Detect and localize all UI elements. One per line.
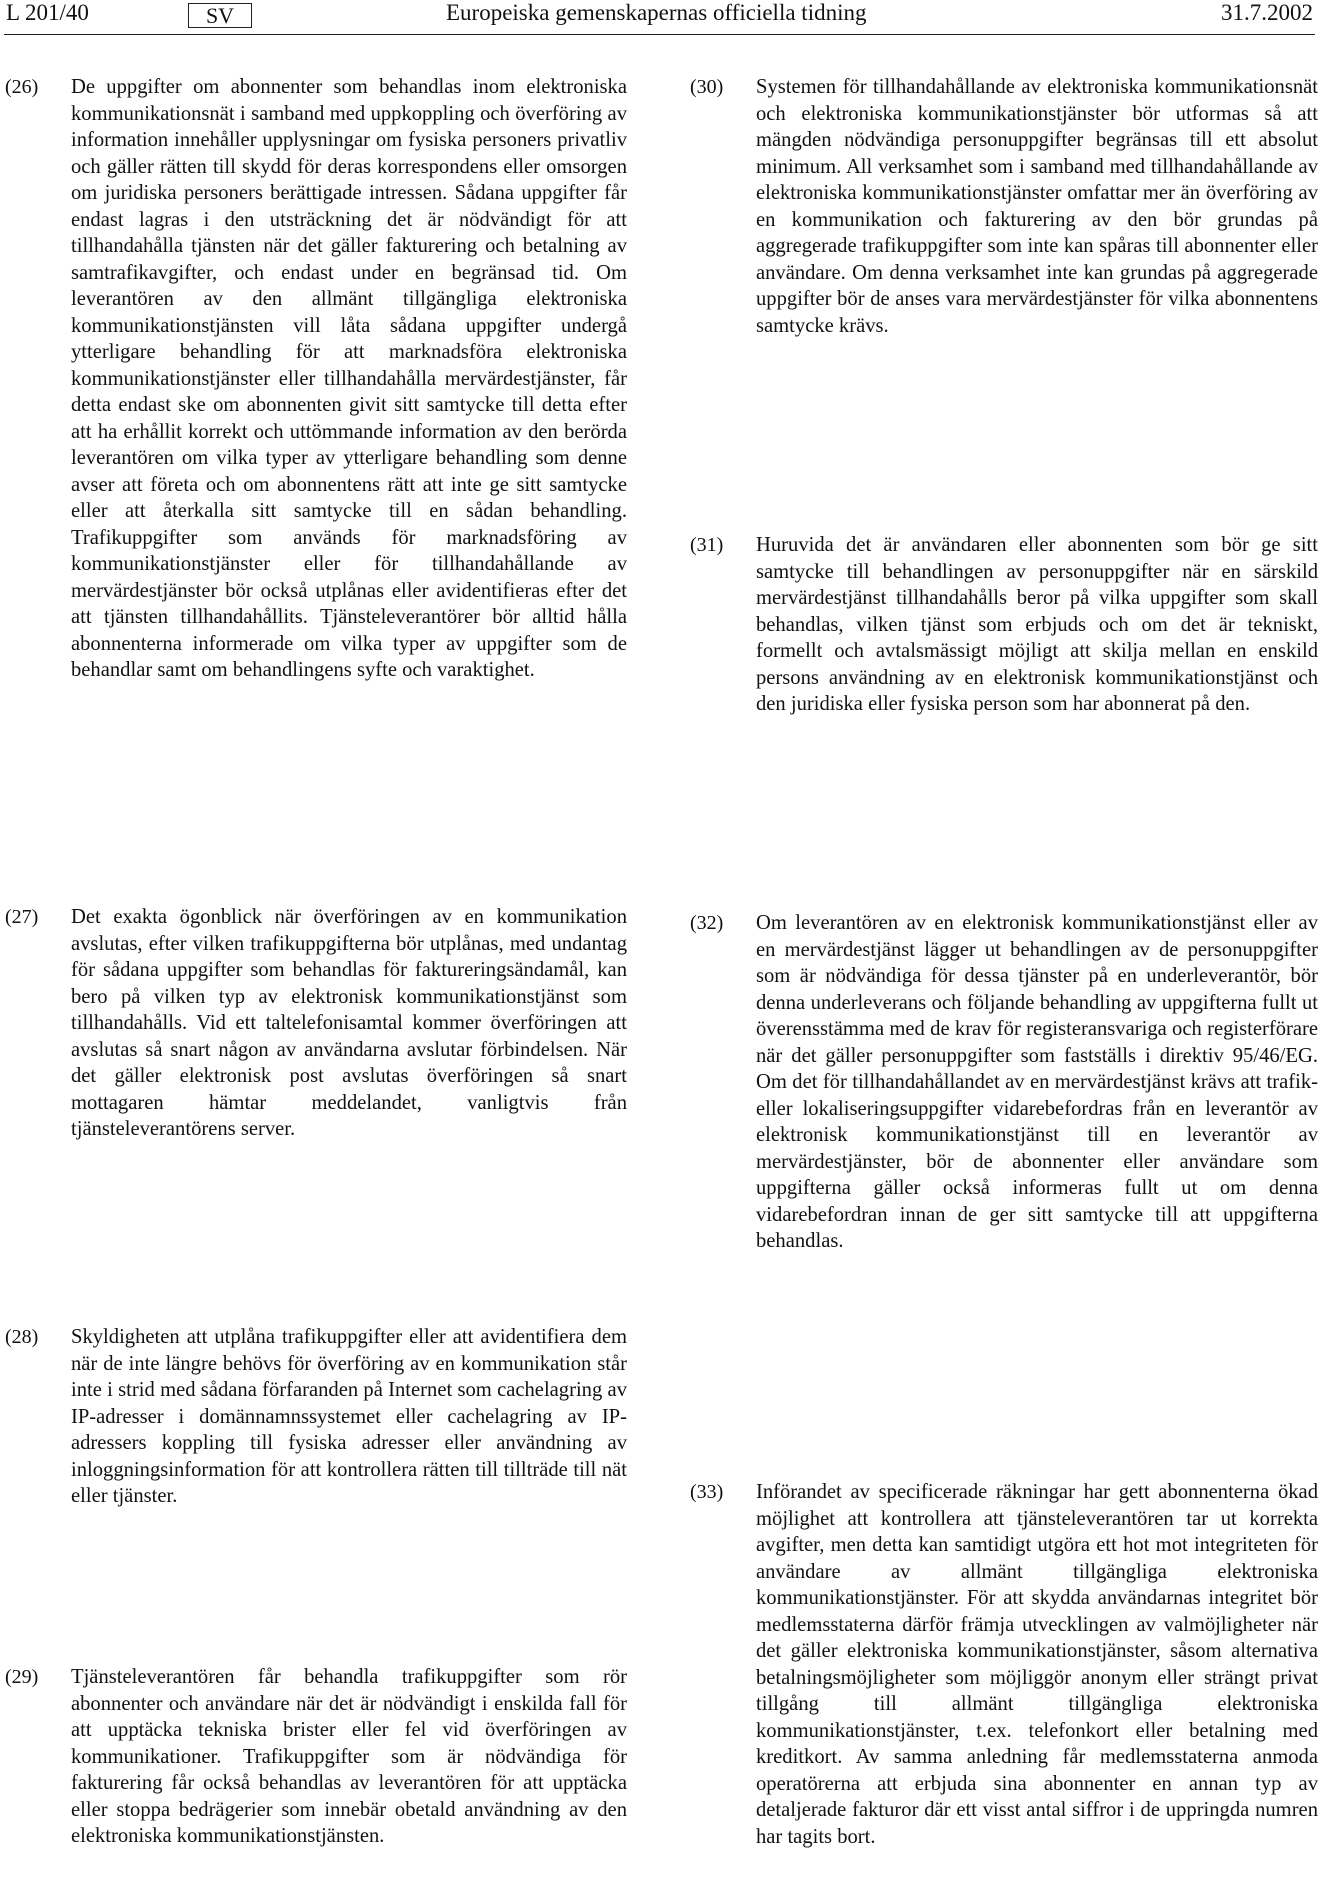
recital-number: (28) bbox=[5, 1326, 39, 1348]
recital-text: Skyldigheten att utplåna trafikuppgifter eller att avidentifiera dem när de inte längre behövs för överföring av en kommunikation står inte i strid med sådana förfaranden på Internet som cachelagring av IP-adresser i domännamnssystemet eller cachelagring av IP-adressers koppling till fysiska adresser eller användning av inloggningsinformation för att kontrollera rätten till tillträde till nät eller tjänster. bbox=[71, 1326, 627, 1507]
recital-30 bbox=[690, 74, 1318, 339]
journal-title: Europeiska gemenskapernas officiella tidning bbox=[446, 0, 867, 25]
recital-27 bbox=[5, 904, 627, 1143]
recital-number: (30) bbox=[690, 76, 724, 98]
page-reference: L 201/40 bbox=[6, 0, 89, 25]
recital-text: Om leverantören av en elektronisk kommunikationstjänst eller av en mervärdestjänst lägger ut behandlingen av de personuppgifter som är nödvändiga för dessa tjänster på en underleverantör, bör denna underleverans och följande behandling av uppgifterna fullt ut överensstämma med de krav för registeransvariga och registerförare när det gäller personuppgifter som fastställs i direktiv 95/46/EG. Om det för tillhandahållandet av en mervärdestjänst krävs att trafik- eller lokaliseringsuppgifter vidarebefordras från en leverantör av elektronisk kommunikationstjänst till en leverantör av mervärdestjänster, bör de abonnenter eller användare som uppgifterna gäller också informeras fullt ut om denna vidarebefordran innan de ger sitt samtycke till att uppgifterna behandlas. bbox=[756, 912, 1318, 1252]
recital-text: Systemen för tillhandahållande av elektroniska kommunikationsnät och elektroniska kommunikationstjänster bör utformas så att mängden nödvändiga personuppgifter begränsas till ett absolut minimum. All verksamhet som i samband med tillhandahållande av elektroniska kommunikationstjänster omfattar mer än överföring av en kommunikation och fakturering av den bör grundas på aggregerade trafikuppgifter som inte kan spåras till abonnenter eller användare. Om denna verksamhet inte kan grundas på aggregerade uppgifter bör de anses vara mervärdestjänster för vilka abonnentens samtycke krävs. bbox=[756, 76, 1318, 337]
recital-29 bbox=[5, 1664, 627, 1850]
recital-number: (32) bbox=[690, 912, 724, 934]
page-header bbox=[4, 0, 1315, 35]
recital-26 bbox=[5, 74, 627, 684]
recital-text: Huruvida det är användaren eller abonnenten som bör ge sitt samtycke till behandlingen av personuppgifter när en särskild mervärdestjänst tillhandahålls beror på vilka uppgifter som skall behandlas, vilken tjänst som erbjuds och om det är tekniskt, formellt och avtalsmässigt möjligt att skilja mellan en enskild persons användning av en elektronisk kommunikationstjänst och den juridiska eller fysiska person som har abonnerat på den. bbox=[756, 534, 1318, 715]
recital-32 bbox=[690, 910, 1318, 1255]
recital-number: (26) bbox=[5, 76, 39, 98]
publication-date: 31.7.2002 bbox=[1221, 0, 1313, 25]
language-box: SV bbox=[188, 3, 252, 28]
recital-number: (27) bbox=[5, 906, 39, 928]
recital-33 bbox=[690, 1479, 1318, 1850]
recital-text: Det exakta ögonblick när överföringen av en kommunikation avslutas, efter vilken trafikuppgifterna bör utplånas, med undantag för sådana uppgifter som behandlas för faktureringsändamål, kan bero på vilken typ av elektronisk kommunikationstjänst som tillhandahålls. Vid ett taltelefonisamtal kommer överföringen att avslutas så snart någon av användarna avslutar förbindelsen. När det gäller elektronisk post avslutas överföringen så snart mottagaren hämtar meddelandet, vanligtvis från tjänsteleverantörens server. bbox=[71, 906, 627, 1140]
recital-number: (33) bbox=[690, 1481, 724, 1503]
recital-28 bbox=[5, 1324, 627, 1510]
recital-text: Införandet av specificerade räkningar har gett abonnenterna ökad möjlighet att kontrollera att tjänsteleverantören tar ut korrekta avgifter, men detta kan samtidigt utgöra ett hot mot integriteten för användare av allmänt tillgängliga elektroniska kommunikationstjänster. För att skydda användarnas integritet bör medlemsstaterna därför främja utvecklingen av valmöjligheter när det gäller elektroniska kommunikationstjänster, såsom alternativa betalningsmöjligheter som möjliggör anonym eller strängt privat tillgång till allmänt tillgängliga elektroniska kommunikationstjänster, t.ex. telefonkort eller betalning med kreditkort. Av samma anledning får medlemsstaterna anmoda operatörerna att erbjuda sina abonnenter en annan typ av detaljerade fakturor där ett visst antal siffror i de uppringda numren har tagits bort. bbox=[756, 1481, 1318, 1848]
recital-number: (29) bbox=[5, 1666, 39, 1688]
recital-number: (31) bbox=[690, 534, 724, 556]
recital-text: De uppgifter om abonnenter som behandlas inom elektroniska kommunikationsnät i samband med uppkoppling och överföring av information innehåller upplysningar om fysiska personers privatliv och gäller rätten till skydd för deras korrespondens eller omsorgen om juridiska personers berättigade intressen. Sådana uppgifter får endast lagras i den utsträckning det är nödvändigt för att tillhandahålla tjänsten när det gäller fakturering och betalning av samtrafikavgifter, och endast under en begränsad tid. Om leverantören av den allmänt tillgängliga elektroniska kommunikationstjänsten vill låta sådana uppgifter undergå ytterligare behandling för att marknadsföra elektroniska kommunikationstjänster eller tillhandahålla mervärdestjänster, får detta endast ske om abonnenten givit sitt samtycke till detta efter att ha erhållit korrekt och uttömmande information av den berörda leverantören om vilka typer av ytterligare behandling som denne avser att företa och om abonnentens rätt att inte ge sitt samtycke eller att återkalla sitt samtycke till en sådan behandling. Trafikuppgifter som används för marknadsföring av kommunikationstjänster eller för tillhandahållande av mervärdestjänster bör också utplånas eller avidentifieras efter det att tjänsten tillhandahållits. Tjänsteleverantörer bör alltid hålla abonnenterna informerade om vilka typer av uppgifter som de behandlar samt om behandlingens syfte och varaktighet. bbox=[71, 76, 627, 681]
recital-text: Tjänsteleverantören får behandla trafikuppgifter som rör abonnenter och användare när det är nödvändigt i enskilda fall för att upptäcka tekniska brister eller fel vid överföringen av kommunikationer. Trafikuppgifter som är nödvändiga för fakturering får också behandlas av leverantören för att upptäcka eller stoppa bedrägerier som innebär obetald användning av den elektroniska kommunikationstjänsten. bbox=[71, 1666, 627, 1847]
recital-31 bbox=[690, 532, 1318, 718]
